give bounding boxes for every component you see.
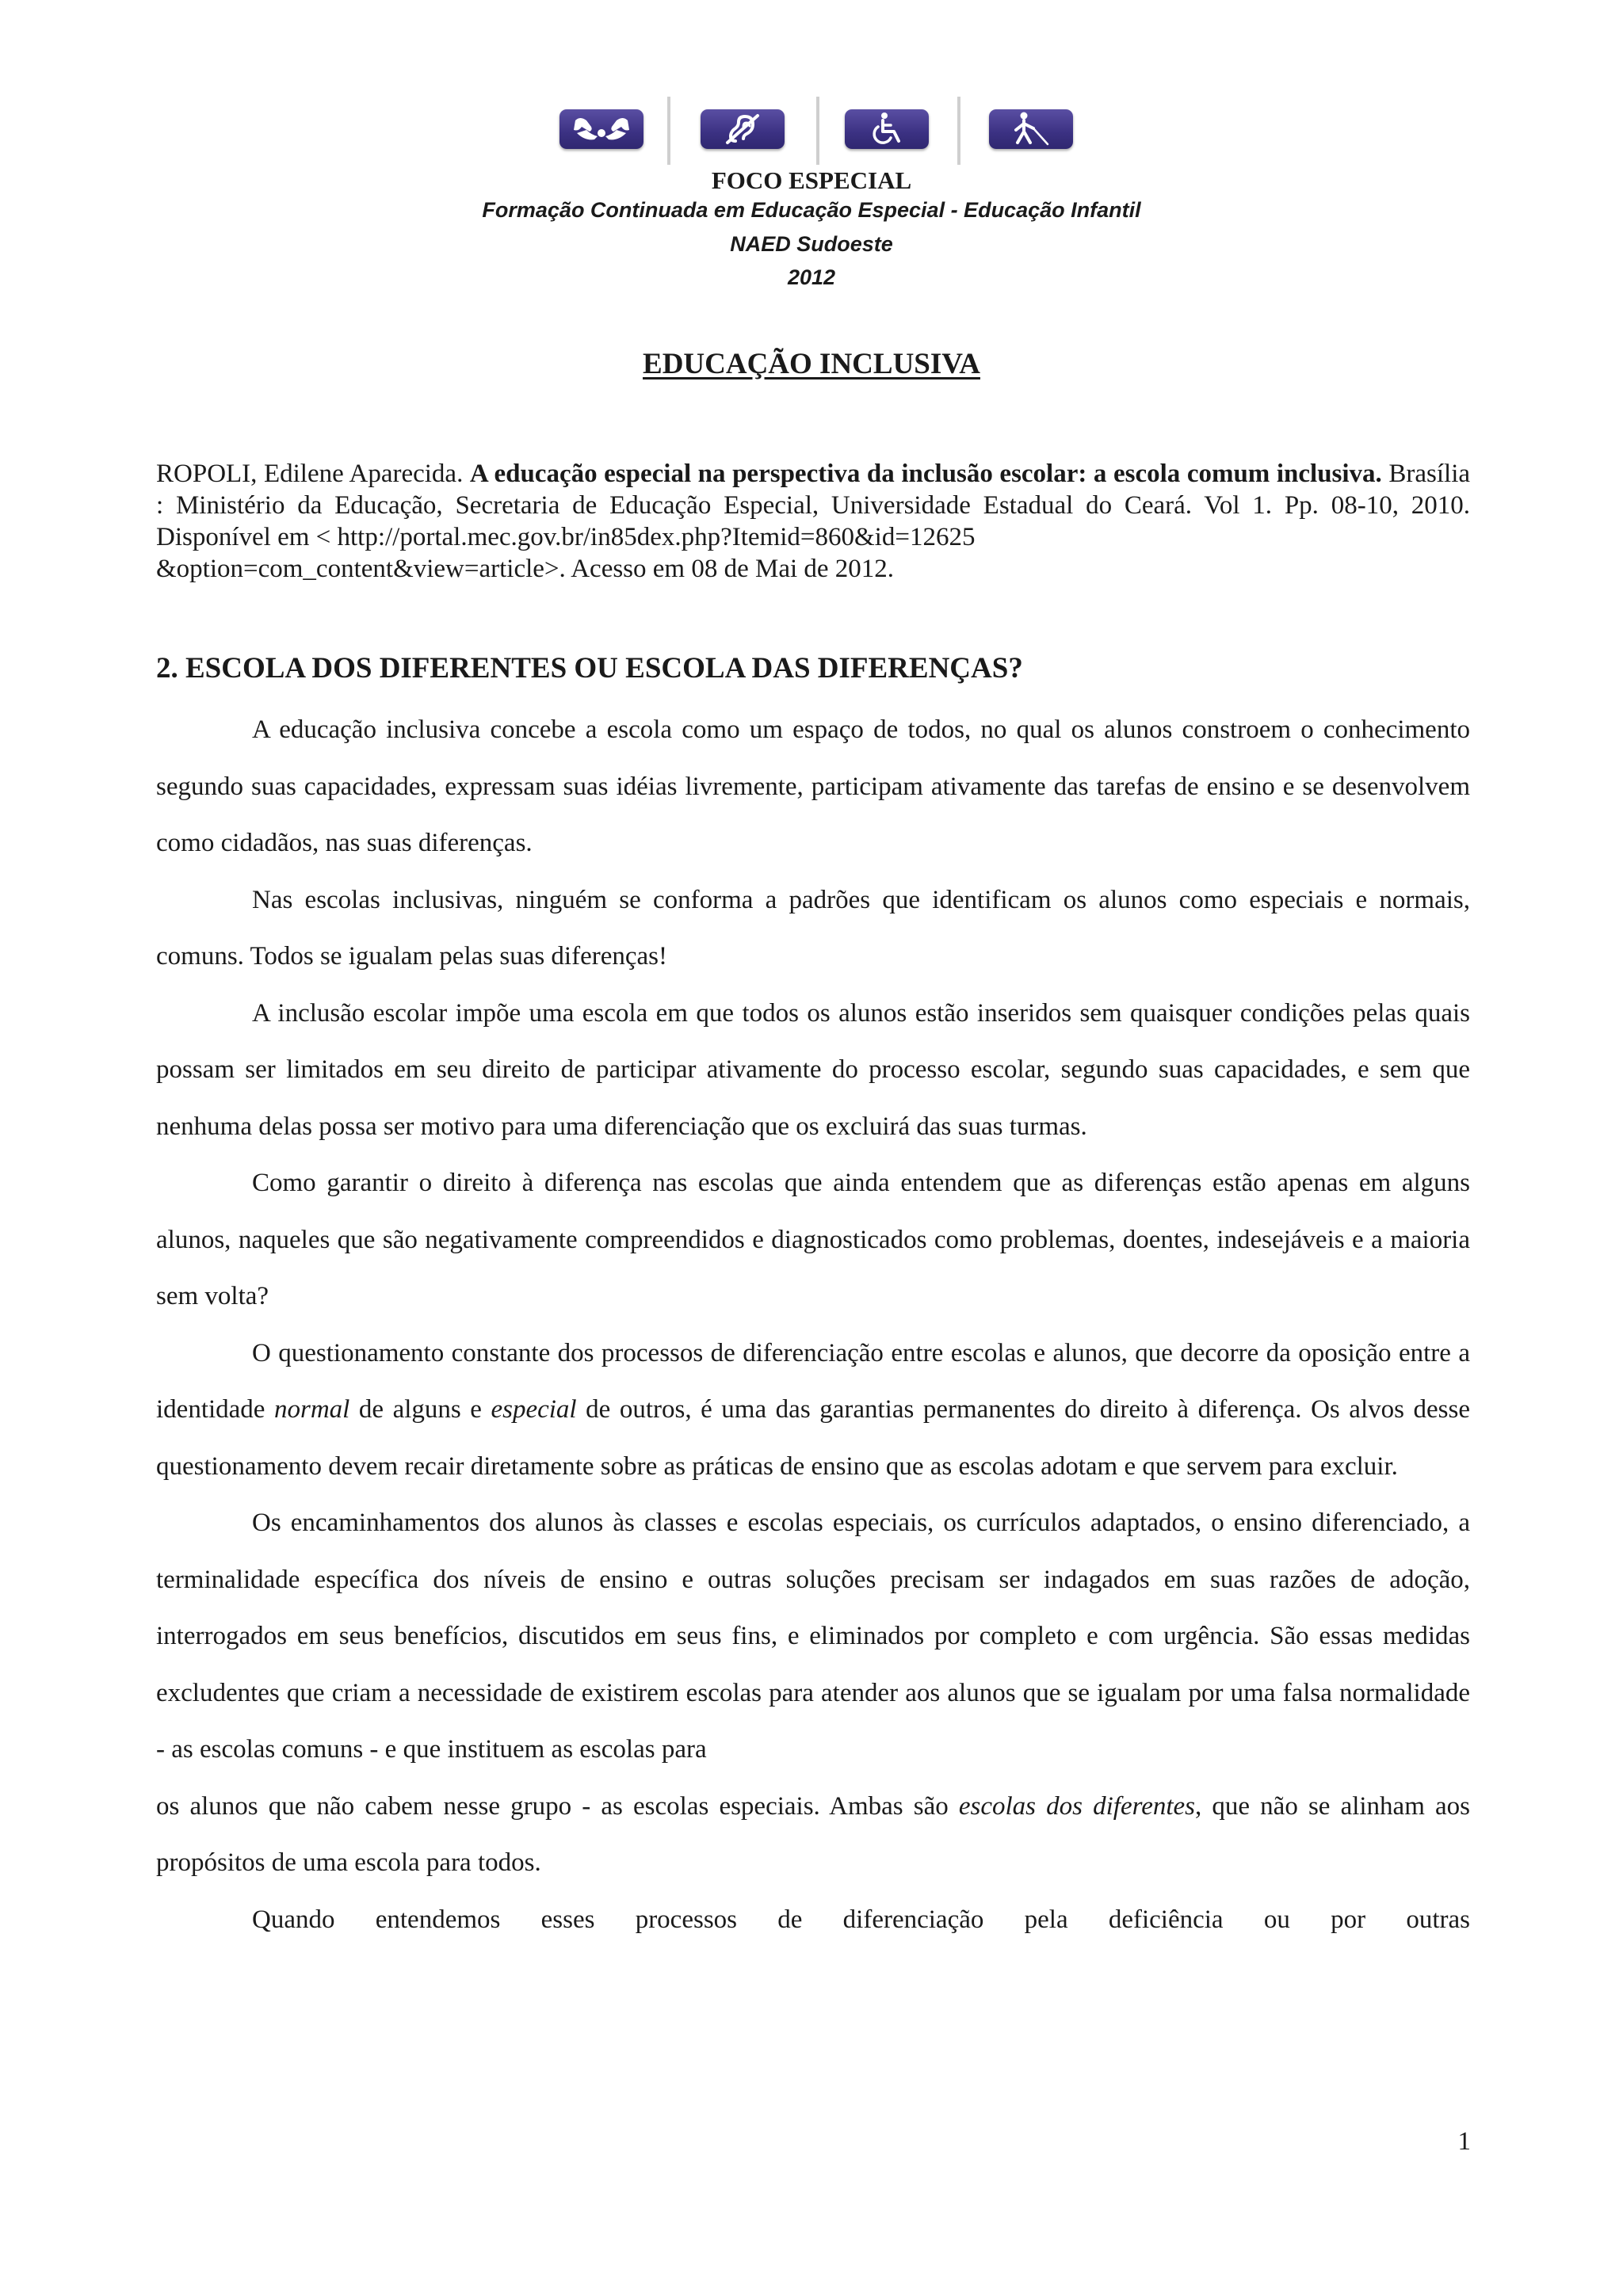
section-heading: 2. ESCOLA DOS DIFERENTES OU ESCOLA DAS DIFERENÇAS?: [156, 652, 1023, 685]
wheelchair-icon: [845, 109, 929, 149]
paragraph-segment: de alguns e: [349, 1395, 491, 1424]
paragraph: [156, 1779, 1470, 1892]
hands-icon: [559, 109, 643, 149]
reference-details: Brasília : Ministério da Educação, Secretaria de Educação Especial, Universidade Estadual do Ceará. Vol 1. Pp. 08-10, 2010. Disponível em < http://portal.mec.gov.br/in85dex.php?Itemid=860&id=12625: [156, 460, 1471, 551]
reference-author: ROPOLI, Edilene Aparecida.: [156, 460, 464, 488]
header-title: FOCO ESPECIAL: [711, 166, 912, 194]
reference-main: [156, 458, 1470, 553]
header-separator: [957, 97, 960, 165]
header-unit: NAED Sudoeste: [730, 232, 893, 256]
body-text: [156, 702, 1470, 1948]
header-logos: [0, 97, 1623, 165]
paragraph: Os encaminhamentos dos alunos às classes e escolas especiais, os currículos adaptados, o ensino diferenciado, a terminalidade específica dos níveis de ensino e outras soluções precisam ser indagados em suas razões de adoção, interrogados em seus benefícios, discutidos em seus fins, e eliminados por completo e com urgência. São essas medidas excludentes que criam a necessidade de existirem escolas para atender aos alunos que se igualam por uma falsa normalidade - as escolas comuns - e que instituem as escolas para: [156, 1508, 1470, 1764]
paragraph: A educação inclusiva concebe a escola como um espaço de todos, no qual os alunos constroem o conhecimento segundo suas capacidades, expressam suas idéias livremente, participam ativamente das tarefas de ensino e se desenvolvem como cidadãos, nas suas diferenças.: [156, 715, 1470, 857]
italic-term: normal: [274, 1395, 350, 1424]
reference-details-end: &option=com_content&view=article>. Acesso em 08 de Mai de 2012.: [156, 555, 895, 583]
italic-term: especial: [491, 1395, 577, 1424]
hearing-impaired-icon: [701, 109, 785, 149]
paragraph: Quando entendemos esses processos de diferenciação pela deficiência ou por outras: [252, 1905, 1470, 1934]
paragraph-segment: os alunos que não cabem nesse grupo - as escolas especiais. Ambas são: [156, 1791, 959, 1821]
header-year: 2012: [787, 265, 836, 289]
bibliographic-reference: [156, 458, 1470, 585]
document-title-text: EDUCAÇÃO INCLUSIVA: [643, 348, 980, 380]
paragraph: Como garantir o direito à diferença nas escolas que ainda entendem que as diferenças estão apenas em alguns alunos, naqueles que são negativamente compreendidos e diagnosticados como problemas, doentes, indesejáveis e a maioria sem volta?: [156, 1169, 1470, 1310]
paragraph-segment: de outros, é uma das garantias permanentes do direito à diferença. Os alvos desse questionamento devem recair diretamente sobre as práticas de ensino que as escolas adotam e que servem para excluir.: [156, 1395, 1470, 1481]
header-separator: [816, 97, 819, 165]
paragraph-segment: , que não se alinham aos propósitos de uma escola para todos.: [156, 1791, 1470, 1877]
paragraph: A inclusão escolar impõe uma escola em que todos os alunos estão inseridos sem quaisquer condições pelas quais possam ser limitados em seu direito de participar ativamente do processo escolar, segundo suas capacidades, e sem que nenhuma delas possa ser motivo para uma diferenciação que os excluirá das suas turmas.: [156, 998, 1470, 1141]
paragraph: [156, 1325, 1470, 1496]
reference-work-title: A educação especial na perspectiva da inclusão escolar: a escola comum inclusiva.: [469, 460, 1382, 488]
header-course: Formação Continuada em Educação Especial - Educação Infantil: [482, 198, 1141, 222]
italic-term: escolas dos diferentes: [958, 1791, 1196, 1821]
blind-person-icon: [989, 109, 1073, 149]
header-separator: [667, 97, 670, 165]
page-number: 1: [1457, 2127, 1471, 2156]
paragraph: Nas escolas inclusivas, ninguém se conforma a padrões que identificam os alunos como especiais e normais, comuns. Todos se igualam pelas suas diferenças!: [156, 885, 1470, 971]
document-title: [0, 347, 1623, 381]
paragraph-segment: O questionamento constante dos processos de diferenciação entre escolas e alunos, que decorre da oposição entre a identidade: [156, 1338, 1470, 1424]
